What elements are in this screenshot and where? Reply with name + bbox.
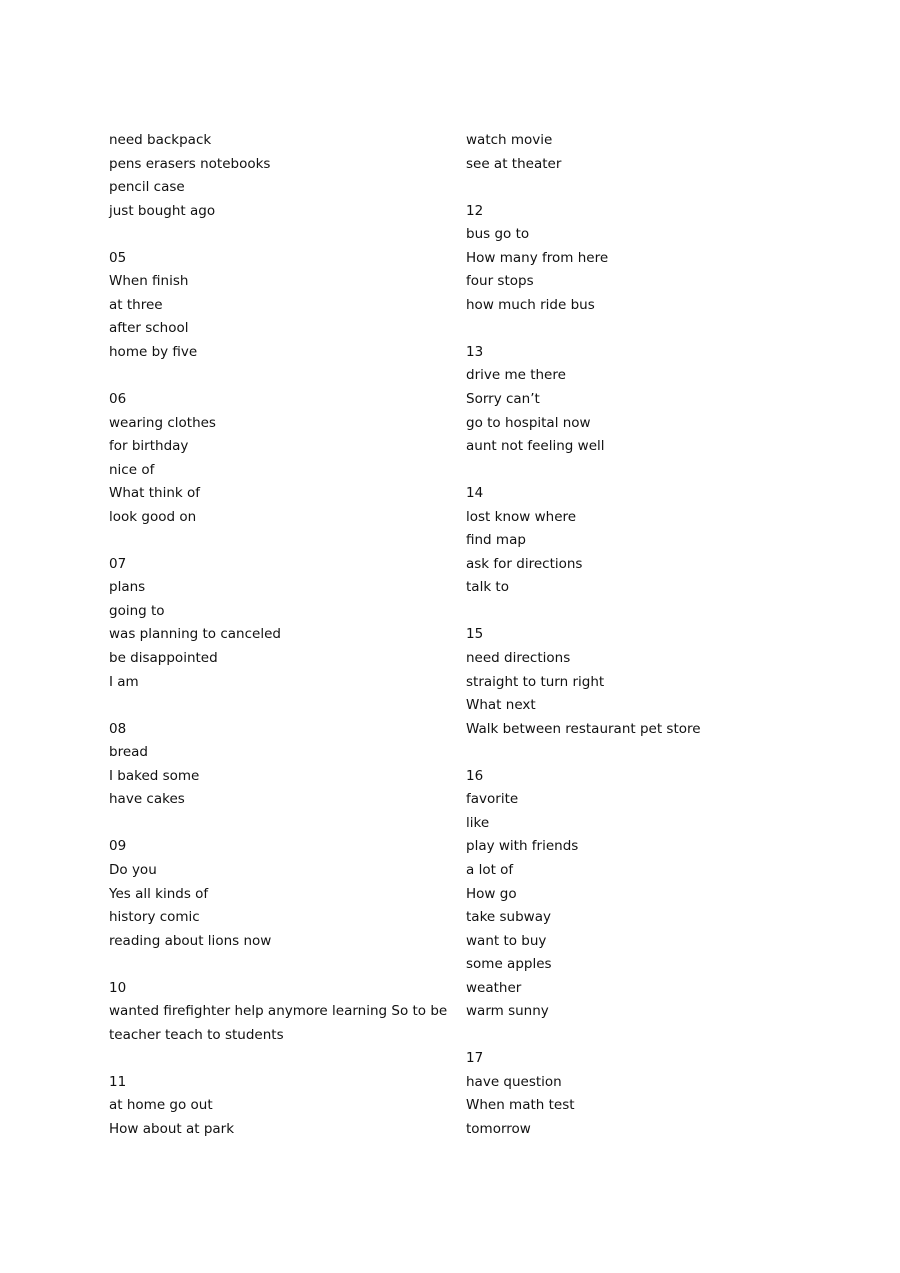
text-line: I baked some: [109, 767, 200, 784]
blank-line: [466, 317, 796, 341]
blank-line: [466, 459, 796, 483]
text-line: four stops: [466, 273, 534, 290]
blank-line: [109, 694, 439, 718]
text-line: have question: [466, 1073, 562, 1090]
blank-line: [109, 1047, 439, 1071]
section-number: 13: [466, 343, 484, 360]
text-line: What next: [466, 697, 536, 714]
blank-line: [109, 364, 439, 388]
text-line: at home go out: [109, 1097, 213, 1114]
section-number: 08: [109, 720, 127, 737]
text-line: pencil case: [109, 179, 185, 196]
blank-line: [109, 529, 439, 553]
text-line: play with friends: [466, 838, 579, 855]
section-number: 06: [109, 391, 127, 408]
text-line: warm sunny: [466, 1003, 549, 1020]
text-line: plans: [109, 579, 146, 596]
text-line: just bought ago: [109, 202, 216, 219]
text-line: How many from here: [466, 249, 609, 266]
text-line: see at theater: [466, 155, 562, 172]
text-line: was planning to canceled: [109, 626, 281, 643]
text-line: bus go to: [466, 226, 530, 243]
section-number: 16: [466, 767, 484, 784]
section-number: 12: [466, 202, 484, 219]
left-column: [109, 129, 448, 1142]
text-line: weather: [466, 979, 522, 996]
text-line: lost know where: [466, 508, 577, 525]
text-line: talk to: [466, 579, 509, 596]
text-line: look good on: [109, 508, 197, 525]
section-number: 11: [109, 1073, 127, 1090]
blank-line: [466, 176, 796, 200]
text-line: drive me there: [466, 367, 566, 384]
section-number: 09: [109, 838, 127, 855]
text-line: wearing clothes: [109, 414, 216, 431]
text-line: need directions: [466, 650, 571, 667]
text-line: find map: [466, 532, 526, 549]
section-number: 07: [109, 555, 127, 572]
text-line: Yes all kinds of: [109, 885, 209, 902]
text-line: teacher teach to students: [109, 1026, 284, 1043]
text-line: watch movie: [466, 132, 553, 148]
text-line: straight to turn right: [466, 673, 605, 690]
text-line: want to buy: [466, 932, 547, 949]
text-line: how much ride bus: [466, 296, 595, 313]
text-line: some apples: [466, 956, 552, 973]
text-line: a lot of: [466, 861, 514, 878]
text-line: Do you: [109, 861, 157, 878]
text-line: after school: [109, 320, 189, 337]
text-line: need backpack: [109, 132, 212, 148]
text-line: wanted firefighter help anymore learning So to be: [109, 1003, 448, 1020]
text-line: take subway: [466, 909, 551, 926]
text-line: How go: [466, 885, 517, 902]
text-line: at three: [109, 296, 163, 313]
text-line: favorite: [466, 791, 519, 808]
text-line: be disappointed: [109, 650, 218, 667]
blank-line: [109, 223, 439, 247]
text-line: Sorry can’t: [466, 391, 540, 408]
section-number: 15: [466, 626, 484, 643]
text-line: history comic: [109, 909, 200, 926]
blank-line: [466, 1024, 796, 1048]
text-line: for birthday: [109, 438, 189, 455]
text-line: bread: [109, 744, 148, 761]
blank-line: [109, 953, 439, 977]
text-line: I am: [109, 673, 139, 690]
right-column: [466, 129, 796, 1142]
text-line: How about at park: [109, 1120, 235, 1137]
blank-line: [466, 741, 796, 765]
blank-line: [466, 600, 796, 624]
text-line: pens erasers notebooks: [109, 155, 271, 172]
text-line: Walk between restaurant pet store: [466, 720, 701, 737]
text-line: When math test: [466, 1097, 575, 1114]
text-line: home by five: [109, 343, 198, 360]
text-line: reading about lions now: [109, 932, 272, 949]
text-line: When finish: [109, 273, 189, 290]
section-number: 14: [466, 485, 484, 502]
section-number: 05: [109, 249, 127, 266]
text-line: tomorrow: [466, 1120, 531, 1137]
text-line: going to: [109, 602, 165, 619]
text-line: What think of: [109, 485, 201, 502]
section-number: 17: [466, 1050, 484, 1067]
text-line: have cakes: [109, 791, 185, 808]
section-number: 10: [109, 979, 127, 996]
text-line: ask for directions: [466, 555, 583, 572]
text-line: aunt not feeling well: [466, 438, 605, 455]
text-line: nice of: [109, 461, 155, 478]
text-line: like: [466, 814, 490, 831]
blank-line: [109, 812, 439, 836]
text-line: go to hospital now: [466, 414, 591, 431]
